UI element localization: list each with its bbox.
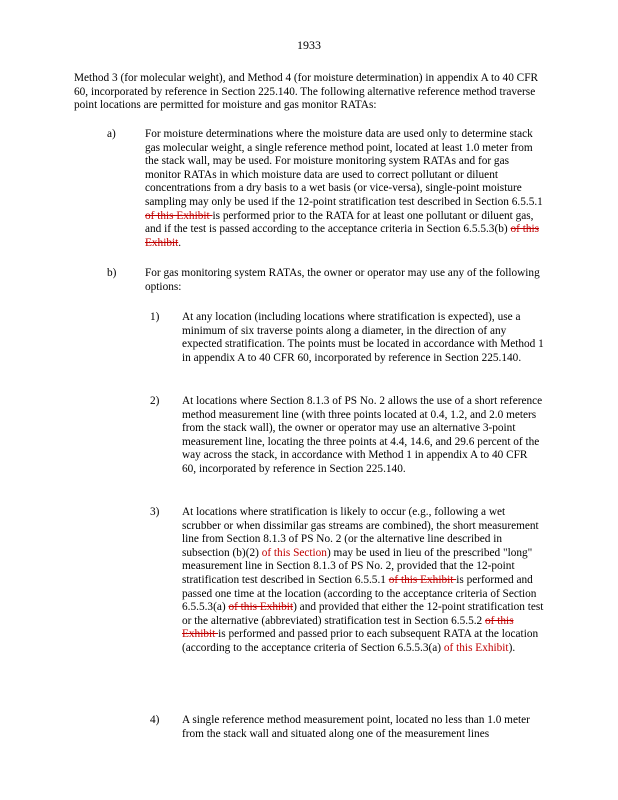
- item-a-text1: For moisture determinations where the moisture data are used only to determine stack gas molecular weight, a single reference method point, located at least 1.0 meter from the stack wall, may be used. For moisture monitoring system RATAs and for gas monitor RATAs in which moisture data are used to correct pollutant or diluent concentrations from a dry basis to a wet basis (or vice-versa), single-point moisture sampling may only be used if the 12-point stratification test described in Section 6.5.5.1: [145, 128, 543, 208]
- page-number: 1933: [297, 38, 321, 52]
- inserted-text: of this Section: [261, 546, 327, 559]
- subitem-3-t2: ) may be used in lieu of the prescribed "long" measurement line in Section 8.1.3 of PS No. 2, provided that the 12-point stratification test described in Section 6.5.5.1: [182, 546, 533, 586]
- subitem-2-text: At locations where Section 8.1.3 of PS No. 2 allows the use of a short reference method measurement line (with three points located at 0.4, 1.2, and 2.0 meters from the stack wall), the owner or operator may use an alternative 3-point measurement line, locating the three points at 4.4, 14.6, and 29.6 percent of the way across the stack, in accordance with Method 1 in appendix A to 40 CFR 60, incorporated by reference in Section 225.140.: [182, 395, 543, 475]
- subitem-3-t4: ) and provided that either the 12-point stratification test or the alternative (abbreviated) stratification test in Section 6.5.5.2: [182, 601, 544, 627]
- inserted-text: of this Exhibit: [443, 641, 509, 654]
- deleted-text: of this Exhibit: [388, 573, 457, 586]
- intro-paragraph: Method 3 (for molecular weight), and Method 4 (for moisture determination) in appendix A to 40 CFR 60, incorporated by reference in Section 225.140. The following alternative reference method traverse point locations are permitted for moisture and gas monitor RATAs:: [74, 72, 539, 112]
- subitem-3-text: [182, 506, 544, 656]
- subitem-1-text: At any location (including locations where stratification is expected), use a minimum of six traverse points along a diameter, in the direction of any expected stratification. The points must be located in accordance with Method 1 in appendix A to 40 CFR 60, incorporated by reference in Section 225.140.: [182, 311, 544, 364]
- subitem-4-label: 4): [150, 714, 160, 726]
- deleted-text: of this Exhibit: [145, 223, 540, 249]
- subitem-3-t3: is performed and passed one time at the location (according to the acceptance criteria of Section 6.5.5.3(a): [182, 573, 537, 614]
- subitem-1-label: 1): [150, 311, 160, 323]
- item-a-text3: .: [178, 236, 182, 249]
- subitem-2-label: 2): [150, 395, 160, 407]
- deleted-text: of this Exhibit: [182, 614, 514, 641]
- subitem-4-text: A single reference method measurement point, located no less than 1.0 meter from the stack wall and situated along one of the measurement lines: [182, 714, 530, 740]
- subitem-3-t1: At locations where stratification is likely to occur (e.g., following a wet scrubber or when dissimilar gas streams are combined), the short measurement line from Section 8.1.3 of PS No. 2 (or the alternative line described in subsection (b)(2): [182, 506, 539, 559]
- item-a-text: [145, 128, 545, 250]
- deleted-text: of this Exhibit: [228, 601, 294, 614]
- subitem-3-label: 3): [150, 506, 160, 518]
- deleted-text: of this Exhibit: [145, 209, 213, 222]
- item-a-label: a): [107, 128, 116, 140]
- item-b-text: For gas monitoring system RATAs, the owner or operator may use any of the following options:: [145, 267, 540, 293]
- subitem-3-t6: ).: [508, 641, 516, 654]
- item-b-label: b): [107, 267, 117, 279]
- subitem-3-t5: is performed and passed prior to each subsequent RATA at the location (according to the acceptance criteria of Section 6.5.5.3(a): [182, 628, 539, 654]
- item-a-text2: is performed prior to the RATA for at least one pollutant or diluent gas, and if the test is passed according to the acceptance criteria in Section 6.5.5.3(b): [145, 209, 534, 236]
